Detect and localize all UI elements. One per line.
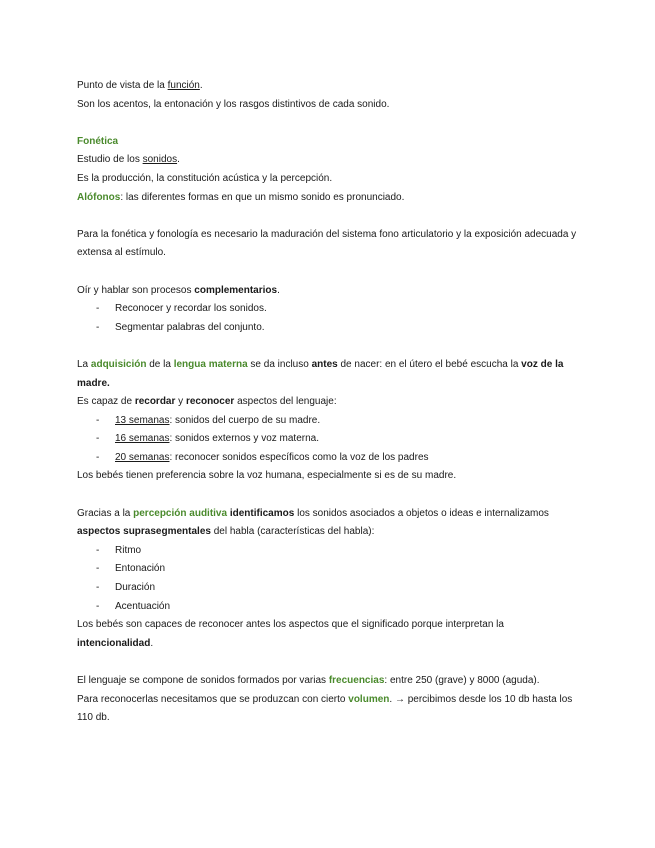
- intro-line-1: [77, 77, 582, 96]
- list-item-text: : reconocer sonidos específicos como la voz de los padres: [169, 451, 429, 463]
- text: Oír y hablar son procesos: [77, 284, 195, 296]
- list-item-text: Duración: [115, 582, 156, 594]
- spacer: [77, 337, 582, 356]
- frecuencias-line: [77, 672, 582, 691]
- list-item: [77, 560, 582, 579]
- oir-line: [77, 282, 582, 301]
- semanas-list: [77, 412, 582, 468]
- list-item-text: : sonidos del cuerpo de su madre.: [169, 414, 321, 426]
- underlined-term: sonidos: [142, 154, 178, 166]
- bold-term: reconocer: [185, 396, 235, 408]
- dash-bullet: -: [96, 600, 100, 612]
- spacer: [77, 207, 582, 226]
- text: .: [177, 154, 180, 166]
- highlighted-term: adquisición: [90, 358, 147, 370]
- list-item: [77, 430, 582, 449]
- text: .: [277, 284, 280, 296]
- list-item: [77, 412, 582, 431]
- bold-term: antes: [311, 358, 338, 370]
- text: Punto de vista de la: [77, 80, 168, 91]
- bold-term: aspectos suprasegmentales: [77, 526, 211, 538]
- list-item: [77, 300, 582, 319]
- alofonos-line: [77, 189, 582, 208]
- bold-term: voz de la madre.: [77, 358, 564, 389]
- text: del habla (características del habla):: [210, 526, 375, 538]
- list-item-text: Acentuación: [115, 600, 171, 612]
- spacer: [77, 263, 582, 282]
- list-item: [77, 319, 582, 338]
- intro-line-2: Son los acentos, la entonación y los rasgos distintivos de cada sonido.: [77, 98, 390, 110]
- text: y: [175, 396, 186, 408]
- text: Para reconocerlas necesitamos que se produzcan con cierto: [77, 693, 349, 705]
- list-item-text: Entonación: [115, 563, 166, 575]
- dash-bullet: -: [96, 321, 100, 333]
- capaz-line: [77, 393, 582, 412]
- underlined-term: 20 semanas: [115, 451, 170, 463]
- dash-bullet: -: [96, 414, 100, 426]
- intencionalidad-paragraph: [77, 616, 582, 653]
- text: : las diferentes formas en que un mismo sonido es pronunciado.: [120, 191, 405, 203]
- text: La: [77, 358, 91, 370]
- document-body: [77, 77, 582, 728]
- list-item-text: : sonidos externos y voz materna.: [169, 433, 320, 445]
- percepcion-paragraph: [77, 505, 582, 542]
- dash-bullet: -: [96, 451, 100, 463]
- bold-term: recordar: [134, 396, 176, 408]
- text: El lenguaje se compone de sonidos formados por varias: [77, 675, 329, 686]
- bold-term: identificamos: [229, 507, 295, 519]
- oir-list: [77, 300, 582, 337]
- dash-bullet: -: [96, 433, 100, 445]
- highlighted-term: lengua materna: [173, 358, 248, 370]
- text: de nacer: en el útero el bebé escucha la: [337, 358, 522, 370]
- text: . → percibimos desde los 10 db hasta los 110 db.: [77, 693, 573, 724]
- adquisicion-paragraph: [77, 356, 582, 393]
- text: .: [199, 80, 203, 91]
- text: los sonidos asociados a objetos o ideas e internalizamos: [294, 507, 549, 519]
- text: : entre 250 (grave) y 8000 (aguda).: [384, 675, 540, 686]
- text: Gracias a la: [77, 507, 134, 519]
- text: aspectos del lenguaje:: [234, 396, 337, 408]
- bold-term: intencionalidad: [77, 637, 151, 649]
- highlighted-term: volumen: [348, 693, 390, 705]
- preferencia-line: Los bebés tienen preferencia sobre la voz humana, especialmente si es de su madre.: [77, 470, 457, 482]
- volumen-paragraph: [77, 691, 582, 728]
- text: Los bebés son capaces de reconocer antes los aspectos que el significado porque interpretan la: [77, 619, 504, 631]
- text: Es capaz de: [77, 396, 135, 408]
- dash-bullet: -: [96, 303, 100, 315]
- list-item: [77, 579, 582, 598]
- list-item: [77, 449, 582, 468]
- list-item-text: Reconocer y recordar los sonidos.: [115, 303, 267, 315]
- list-item-text: Segmentar palabras del conjunto.: [115, 321, 265, 333]
- bold-term: complementarios: [194, 284, 278, 296]
- text: se da incluso: [247, 358, 312, 370]
- spacer: [77, 486, 582, 505]
- text: Estudio de los: [77, 154, 143, 166]
- list-item: [77, 598, 582, 617]
- fonetica-line-2: Es la producción, la constitución acústica y la percepción.: [77, 172, 333, 184]
- text: de la: [146, 358, 174, 370]
- highlighted-term: percepción auditiva: [133, 507, 228, 519]
- spacer: [77, 114, 582, 133]
- list-item: [77, 542, 582, 561]
- suprasegmentales-list: [77, 542, 582, 616]
- spacer: [77, 653, 582, 672]
- text: .: [150, 637, 154, 649]
- dash-bullet: -: [96, 544, 100, 556]
- list-item-text: Ritmo: [115, 544, 142, 556]
- highlighted-term: frecuencias: [328, 675, 385, 686]
- highlighted-term: Alófonos: [77, 191, 121, 203]
- maduracion-paragraph: Para la fonética y fonología es necesario la maduración del sistema fono articulatorio y la exposición adecuada y extensa al estímulo.: [77, 228, 577, 259]
- underlined-term: 13 semanas: [115, 414, 170, 426]
- fonetica-line-1: [77, 151, 582, 170]
- dash-bullet: -: [96, 563, 100, 575]
- underlined-term: función: [167, 80, 200, 91]
- dash-bullet: -: [96, 582, 100, 594]
- section-heading-fonetica: Fonética: [77, 135, 119, 147]
- underlined-term: 16 semanas: [115, 433, 170, 445]
